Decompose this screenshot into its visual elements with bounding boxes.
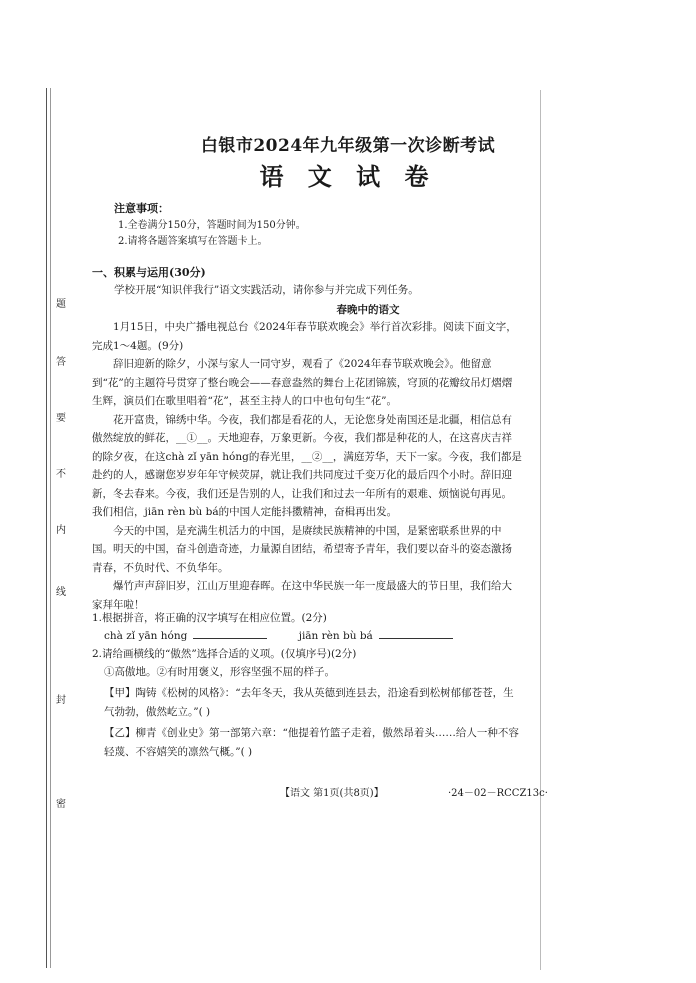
paragraph: 爆竹声声辞旧岁，江山万里迎春晖。在这中华民族一年一度最盛大的节日里，我们给大家拜年啦！ (92, 580, 512, 611)
binding-char: 要 (56, 413, 66, 424)
binding-char: 答 (56, 357, 66, 368)
paragraph: 1月15日，中央广播电视总台《2024年春节联欢晚会》举行首次彩排。阅读下面文字，完成1～4题。(9分) (92, 321, 517, 352)
question-1: 1.根据拼音，将正确的汉字填写在相应位置。(2分) (92, 612, 327, 624)
pinyin: jiān rèn bù bá (298, 630, 373, 642)
notice-item: 1.全卷满分150分，答题时间为150分钟。 (118, 220, 306, 231)
binding-char: 封 (56, 695, 66, 706)
exam-subtitle: 语 文 试 卷 (259, 162, 437, 191)
article-body (92, 318, 522, 614)
exam-title: 白银市2024年九年级第一次诊断考试 (200, 136, 496, 156)
section-heading: 一、积累与运用(30分) (92, 266, 206, 279)
section-intro: 学校开展“知识伴我行”语文实践活动，请你参与并完成下列任务。 (114, 284, 419, 296)
options: ①高傲地。②有时用褒义，形容坚强不屈的样子。 (104, 666, 335, 678)
answer-blank[interactable] (193, 628, 267, 639)
notice-item: 2.请将各题答案填写在答题卡上。 (118, 236, 268, 247)
paper-code: ·24－02－RCCZ13c· (448, 788, 548, 799)
page-number: 【语文 第1页(共8页)】 (280, 788, 384, 799)
page-edge-line (540, 90, 541, 970)
binding-char: 线 (56, 587, 66, 598)
notice-heading: 注意事项： (114, 202, 169, 215)
quote-a: 【甲】陶铸《松树的风格》：“去年冬天，我从英德到连县去，沿途看到松树郁郁苍苍，生气勃勃，傲然屹立。”( ) (104, 687, 514, 718)
binding-char: 题 (56, 299, 66, 310)
paragraph: 辞旧迎新的除夕，小深与家人一同守岁，观看了《2024年春节联欢晚会》。他留意到“花”的主题符号贯穿了整台晚会——春意盎然的舞台上花团锦簇，穹顶的花瓣纹吊灯熠熠生辉，演员们在歌里唱着“花”，甚至主持人的口中也句句生“花”。 (92, 358, 513, 407)
binding-char: 密 (56, 799, 66, 810)
question-2: 2.请给画横线的“傲然”选择合适的义项。(仅填序号)(2分) (92, 648, 357, 660)
pinyin: chà zǐ yān hóng (104, 630, 188, 642)
binding-line-inner (50, 88, 51, 968)
binding-char: 内 (56, 525, 66, 536)
pinyin-row (104, 628, 453, 642)
quote-b: 【乙】柳青《创业史》第一部第六章：“他提着竹篮子走着，傲然昂着头……给人一种不容轻蔑、不容嬉笑的凛然气概。”( ) (104, 727, 519, 758)
binding-line (46, 88, 47, 968)
paragraph: 今天的中国，是充满生机活力的中国，是赓续民族精神的中国，是紧密联系世界的中国。明天的中国，奋斗创造奇迹，力量源自团结，希望寄予青年，我们要以奋斗的姿态激扬青春，不负时代、不负华年。 (92, 524, 512, 574)
answer-blank[interactable] (379, 628, 453, 639)
article-title: 春晚中的语文 (336, 304, 400, 316)
paragraph: 花开富贵，锦绣中华。今夜，我们都是看花的人，无论您身处南国还是北疆，相信总有傲然绽放的鲜花，__①__。天地迎春，万象更新。今夜，我们都是种花的人，在这喜庆吉祥的除夕夜，在这chà zǐ yān hóng的春光里，__②__，满庭芳华，天下一家。今夜，我们都是赴约的人，感谢您岁岁年年守候荧屏，就让我们共同度过千变万化的最后四个小时。辞旧迎新，冬去春来。今夜，我们还是告别的人，让我们和过去一年所有的艰难、烦恼说句再见。我们相信，jiān rèn bù bá的中国人定能抖擞精神，奋楫再出发。 (92, 413, 522, 518)
binding-char: 不 (56, 469, 66, 480)
